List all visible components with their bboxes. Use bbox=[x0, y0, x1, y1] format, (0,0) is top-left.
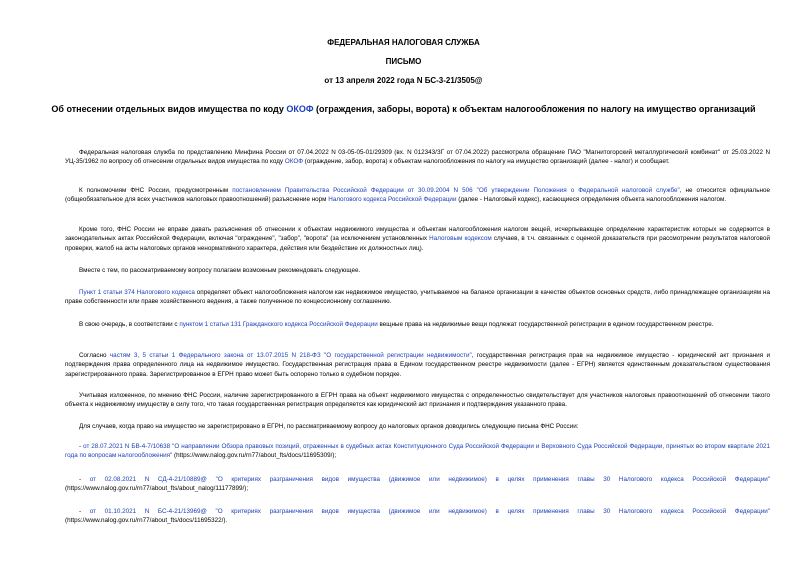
list-dash: - bbox=[79, 443, 84, 450]
paragraph-9: Для случаев, когда право на имущество не зарегистрировано в ЕГРН, по рассматриваемому вопросу до налоговых органов доводились следующие письма ФНС России: bbox=[79, 423, 579, 430]
tax-code-link-2[interactable]: Налоговым кодексом bbox=[429, 235, 492, 243]
paragraph-6 bbox=[65, 320, 770, 329]
p3-text-a: Кроме того, ФНС России не вправе давать разъяснения об отнесении к объектам недвижимого имущества и объектам налогообложения налогом вещей, исчерпывающее определение характеристик которых не содержится в законодательных актах Российской Федерации, включая "ограждение", "забор", "ворота" (за исключением установленных bbox=[65, 226, 770, 243]
tax-code-link[interactable]: Налогового кодекса Российской Федерации bbox=[328, 196, 457, 204]
civil-code-131-link[interactable]: пунктом 1 статьи 131 Гражданского кодекса Российской Федерации bbox=[179, 321, 378, 328]
p2-text-c: (далее - Налоговый кодекс), касающиеся определения объекта налогообложения налогом. bbox=[456, 196, 727, 204]
title-text-before: Об отнесении отдельных видов имущества по коду bbox=[51, 104, 287, 114]
paragraph-7 bbox=[65, 351, 770, 379]
p7-text-b: , государственная регистрация прав на недвижимое имущество - юридический акт признания и подтверждения права определенного лица на недвижимое имущество. Государственная регистрация права в Едином государственном реестре недвижимости (далее - ЕГРН) является единственным доказательством существования зарегистрированного права. Зарегистрированное в ЕГРН право может быть оспорено только в судебном порядке. bbox=[65, 352, 770, 378]
document-type: ПИСЬМО bbox=[385, 57, 422, 66]
p6-text-a: В свою очередь, в соответствии с bbox=[79, 321, 180, 328]
list-dash: - bbox=[79, 476, 90, 483]
list-item bbox=[65, 475, 770, 494]
document-date: от 13 апреля 2022 года N БС-3-21/3505@ bbox=[324, 76, 483, 85]
article-374-link[interactable]: Пункт 1 статьи 374 Налогового кодекса bbox=[79, 289, 195, 296]
list-url: (https://www.nalog.gov.ru/rn77/about_fts/docs/11695322/). bbox=[65, 517, 228, 525]
p2-text-a: К полномочиям ФНС России, предусмотренным bbox=[79, 187, 233, 194]
list-url: (https://www.nalog.gov.ru/rn77/about_fts/docs/11695309/); bbox=[172, 452, 337, 460]
paragraph-8: Учитывая изложенное, по мнению ФНС России, наличие зарегистрированного в ЕГРН права на объект недвижимого имущества с определенностью свидетельствует для участников налоговых правоотношений об отнесении такого объекта к недвижимому имуществу в силу того, что такая государственная регистрация определяется как юридический акт признания и подтверждения указанного права. bbox=[65, 392, 770, 409]
title-text-after: (ограждения, заборы, ворота) к объектам налогообложения по налогу на имущество организаций bbox=[313, 104, 756, 114]
paragraph-4: Вместе с тем, по рассматриваемому вопросу полагаем возможным рекомендовать следующее. bbox=[79, 267, 361, 274]
list-item bbox=[65, 442, 770, 461]
letter-sd-4-21-link[interactable]: от 02.08.2021 N СД-4-21/10889@ "О критериях разграничения видов имущества (движимое или недвижимое) в целях применения главы 30 Налогового кодекса Российской Федерации" bbox=[89, 476, 770, 483]
paragraph-1 bbox=[65, 148, 770, 167]
list-dash: - bbox=[79, 508, 90, 515]
law-218-link[interactable]: частям 3, 5 статьи 1 Федерального закона от 13.07.2015 N 218-ФЗ "О государственной регистрации недвижимости" bbox=[109, 352, 472, 359]
letter-bs-4-21-link[interactable]: от 01.10.2021 N БС-4-21/13969@ "О критериях разграничения видов имущества (движимое или недвижимое) в целях применения главы 30 Налогового кодекса Российской Федерации" bbox=[89, 508, 770, 515]
p5-text: определяет объект налогообложения налогом как недвижимое имущество, учитываемое на балансе организации в качестве объектов основных средств, либо принадлежащее организациям на праве собственности или праве хозяйственного ведения, а также полученное по концессионному соглашению. bbox=[65, 289, 770, 306]
org-name: ФЕДЕРАЛЬНАЯ НАЛОГОВАЯ СЛУЖБА bbox=[327, 38, 480, 47]
okof-link-inline[interactable]: ОКОФ bbox=[284, 158, 304, 166]
paragraph-3 bbox=[65, 225, 770, 253]
paragraph-5 bbox=[65, 288, 770, 307]
p3-text-b: случаев, в т.ч. связанных с оценкой доказательств при рассмотрении результатов налоговой проверки, жалоб на акты налоговых органов ненормативного характера, действия или бездействие их должностных лиц). bbox=[65, 235, 770, 252]
resolution-506-link[interactable]: постановлением Правительства Российской Федерации от 30.09.2004 N 506 "Об утверждении Положения о Федеральной налоговой службе" bbox=[232, 187, 680, 194]
list-url: (https://www.nalog.gov.ru/rn77/about_fts/about_nalog/11177899/); bbox=[65, 485, 249, 493]
list-item bbox=[65, 507, 770, 526]
okof-link[interactable]: ОКОФ bbox=[286, 104, 314, 114]
document-title bbox=[40, 104, 767, 115]
p7-text-a: Согласно bbox=[79, 352, 110, 359]
p1-text-b: (ограждение, забор, ворота) к объектам налогообложения по налогу на имущество организаций (далее - налог) и сообщает. bbox=[303, 158, 670, 166]
paragraph-2 bbox=[65, 186, 770, 205]
letter-bv-4-7-link[interactable]: от 28.07.2021 N БВ-4-7/10638 "О направлении Обзора правовых позиций, отраженных в судебных актах Конституционного Суда Российской Федерации и Верховного Суда Российской Федерации, принятых во втором квартале 2021 года по вопросам налогообложения" bbox=[65, 443, 770, 460]
p1-text-a: Федеральная налоговая служба по представлению Минфина России от 07.04.2022 N 03-05-05-01/29309 (вх. N 012343/ЗГ от 07.04.2022) рассмотрела обращение ПАО "Магнитогорский металлургический комбинат" от 25.03.2022 N УЦ-35/1962 по вопросу об отнесении отдельных видов имущества по коду bbox=[65, 149, 770, 166]
p6-text-b: вещные права на недвижимые вещи подлежат государственной регистрации в едином государственном реестре. bbox=[377, 321, 714, 328]
p2-text-b: , не относится официальное (общеобязательное для всех участников налоговых правоотношений) разъяснение норм bbox=[65, 187, 770, 204]
